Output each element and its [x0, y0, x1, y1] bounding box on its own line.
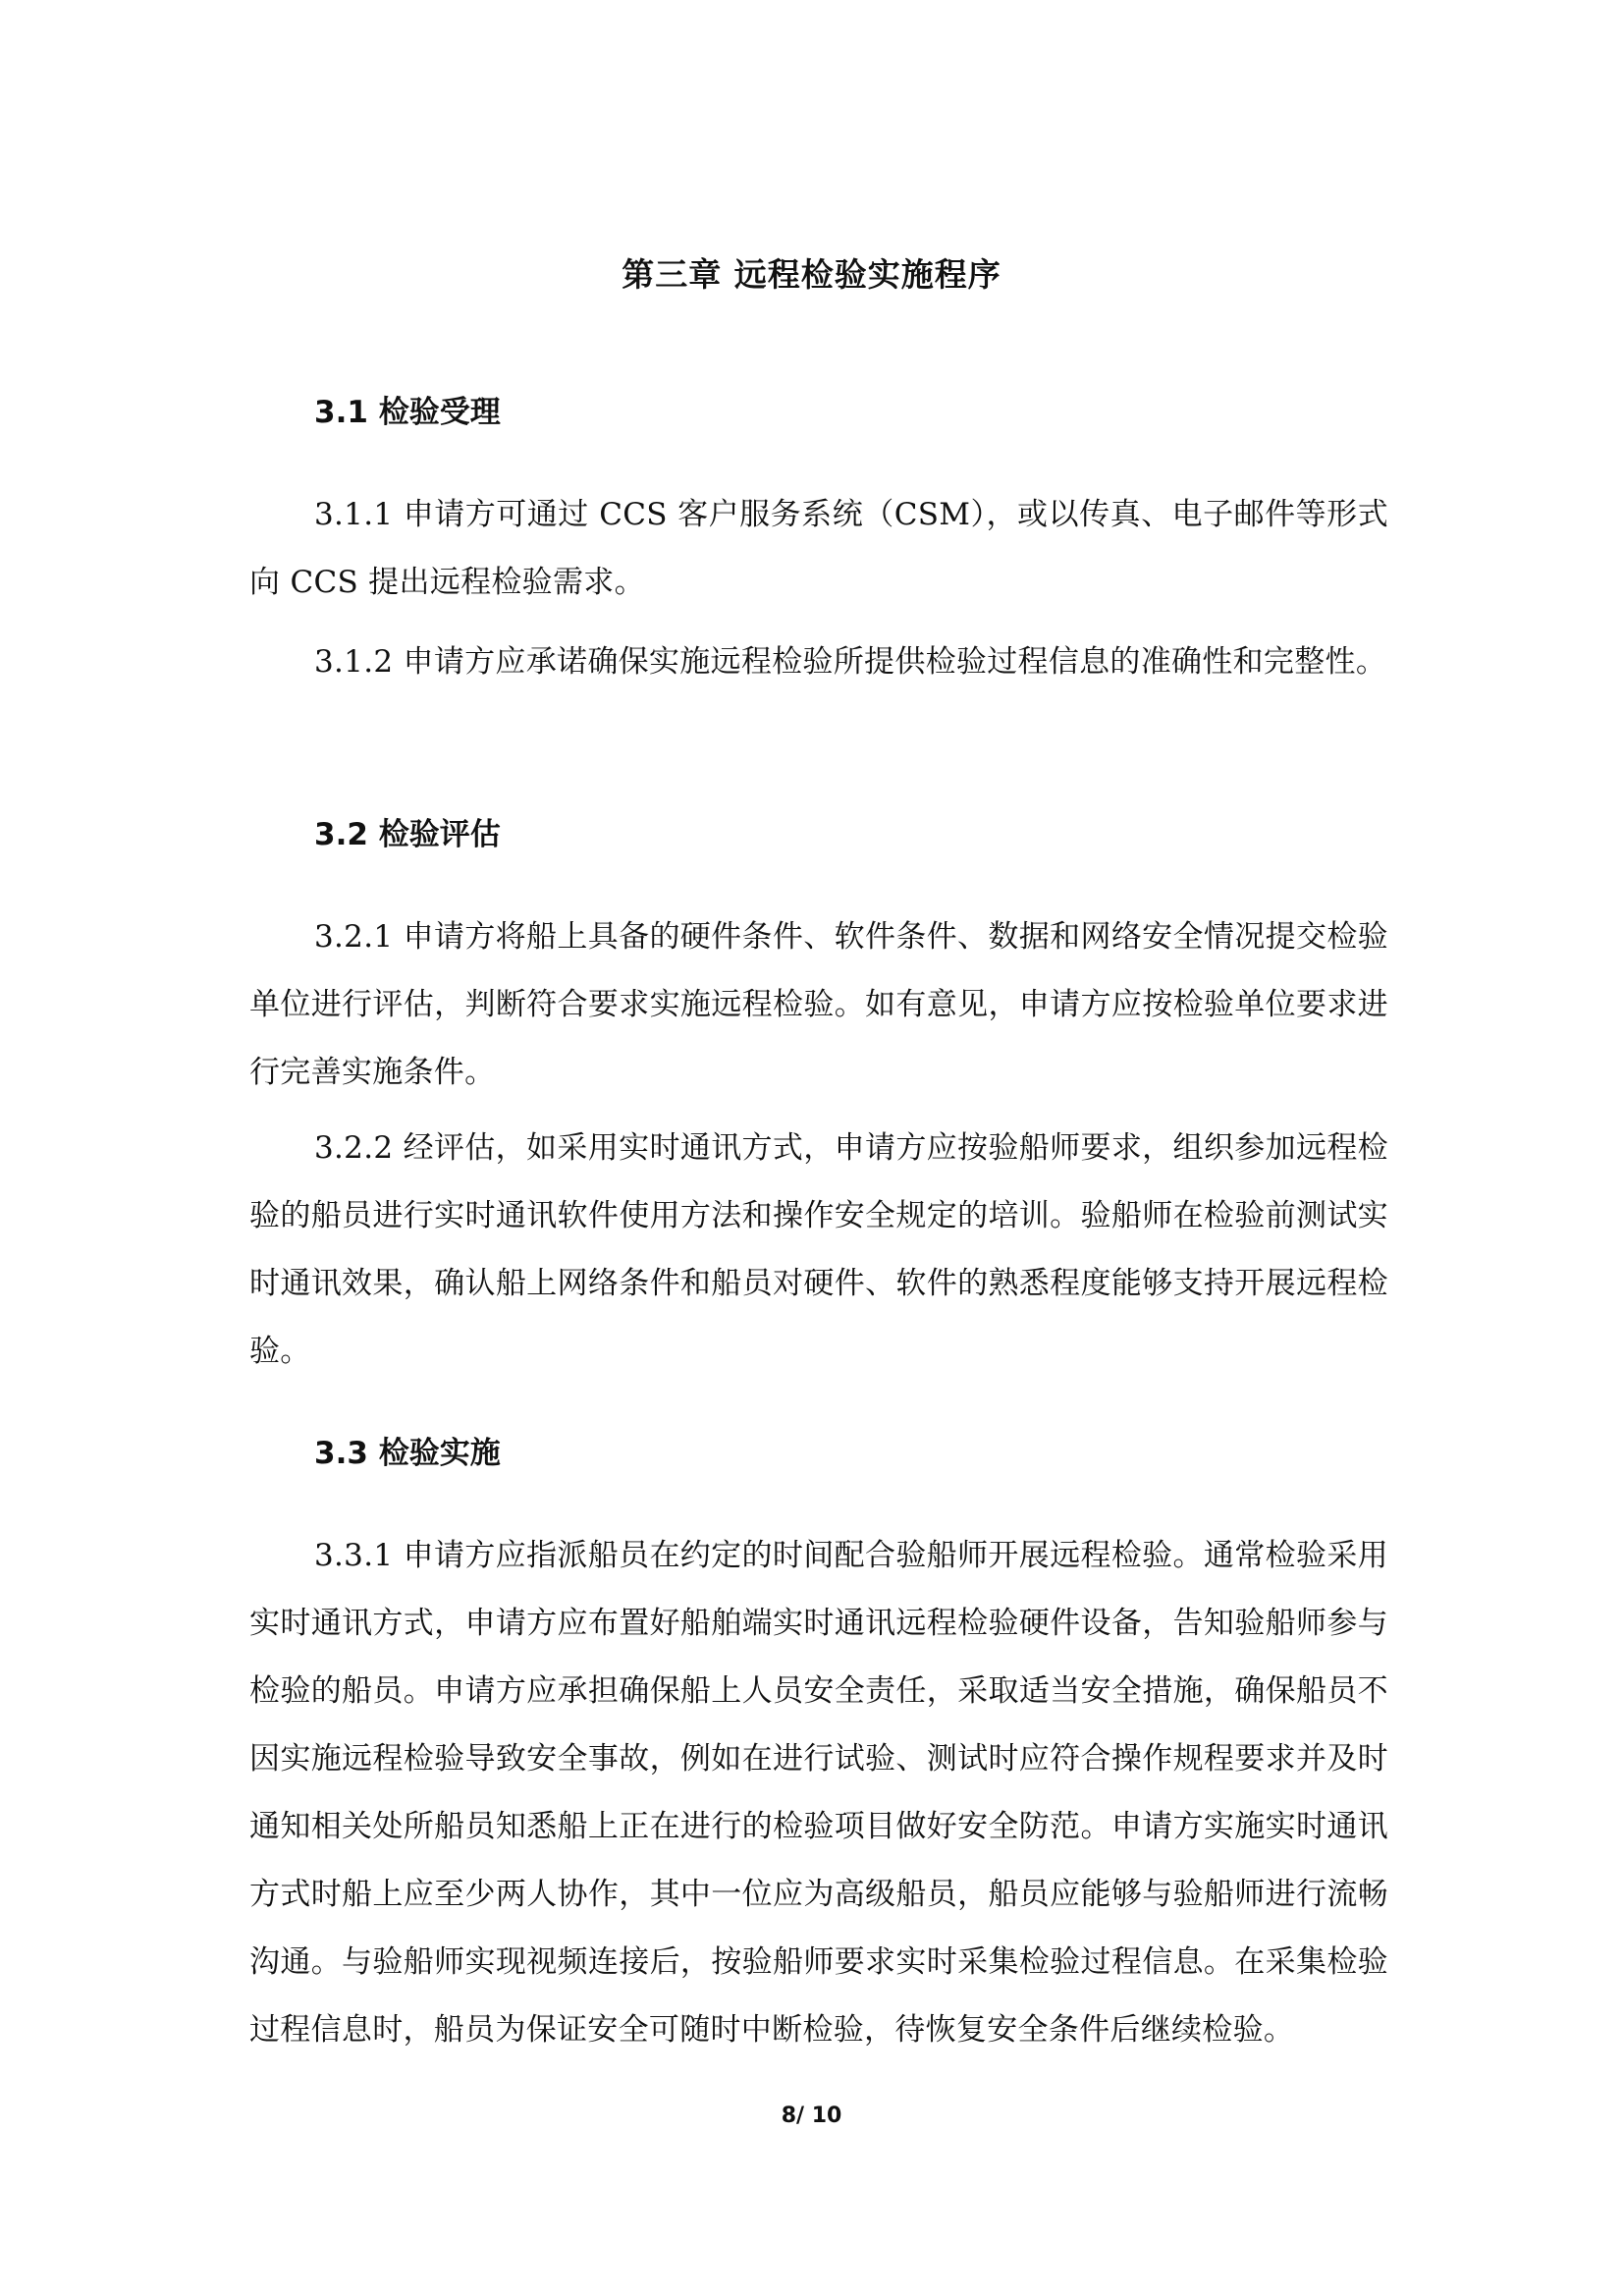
paragraph-3-3-1: 3.3.1 申请方应指派船员在约定的时间配合验船师开展远程检验。通常检验采用实时通讯方式，申请方应布置好船舶端实时通讯远程检验硬件设备，告知验船师参与检验的船员。申请方应承担确保船上人员安全责任，采取适当安全措施，确保船员不因实施远程检验导致安全事故，例如在进行试验、测试时应符合操作规程要求并及时通知相关处所船员知悉船上正在进行的检验项目做好安全防范。申请方实施实时通讯方式时船上应至少两人协作，其中一位应为高级船员，船员应能够与验船师进行流畅沟通。与验船师实现视频连接后，按验船师要求实时采集检验过程信息。在采集检验过程信息时，船员为保证安全可随时中断检验，待恢复安全条件后继续检验。 [249, 1538, 1388, 2048]
section-heading-3-1: 3.1 检验受理 [314, 395, 501, 430]
paragraph-3-1-2: 3.1.2 申请方应承诺确保实施远程检验所提供检验过程信息的准确性和完整性。 [314, 644, 1387, 680]
section-heading-3-3: 3.3 检验实施 [314, 1436, 501, 1471]
paragraph-3-2-2: 3.2.2 经评估，如采用实时通讯方式，申请方应按验船师要求，组织参加远程检验的船员进行实时通讯软件使用方法和操作安全规定的培训。验船师在检验前测试实时通讯效果，确认船上网络条件和船员对硬件、软件的熟悉程度能够支持开展远程检验。 [249, 1130, 1388, 1369]
section-heading-3-2: 3.2 检验评估 [314, 817, 501, 852]
chapter-title: 第三章 远程检验实施程序 [622, 255, 1001, 294]
paragraph-3-1-1: 3.1.1 申请方可通过 CCS 客户服务系统（CSM），或以传真、电子邮件等形式向 CCS 提出远程检验需求。 [249, 497, 1388, 600]
paragraph-3-2-1: 3.2.1 申请方将船上具备的硬件条件、软件条件、数据和网络安全情况提交检验单位进行评估，判断符合要求实施远程检验。如有意见，申请方应按检验单位要求进行完善实施条件。 [249, 919, 1388, 1090]
page-number: 8/ 10 [781, 2104, 842, 2128]
